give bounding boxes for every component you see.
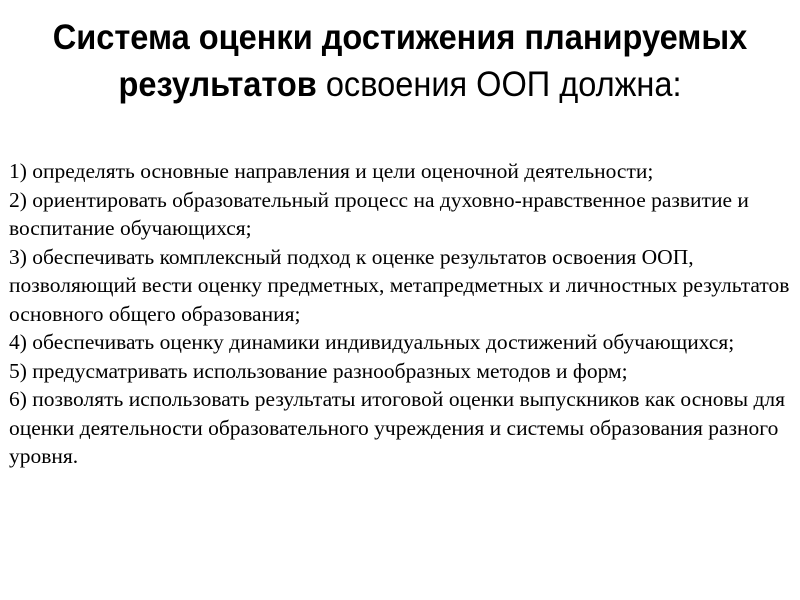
title-normal-part: освоения ООП должна:: [325, 65, 682, 104]
list-item-4: 4) обеспечивать оценку динамики индивидуальных достижений обучающихся;: [9, 330, 735, 354]
list-item-2: 2) ориентировать образовательный процесс на духовно-нравственное развитие и воспитание обучающихся;: [9, 187, 749, 240]
list-item-3: 3) обеспечивать комплексный подход к оценке результатов освоения ООП, позволяющий вести оценку предметных, метапредметных и личностных результатов основного общего образования;: [9, 244, 790, 326]
title-bold-part: Система оценки достижения планируемых результатов: [52, 18, 748, 104]
list-item-6: 6) позволять использовать результаты итоговой оценки выпускников как основы для оценки деятельности образовательного учреждения и системы образования разного уровня.: [9, 387, 786, 468]
list-item-5: 5) предусматривать использование разнообразных методов и форм;: [9, 358, 628, 383]
requirements-list: [9, 157, 799, 471]
slide-title: [28, 14, 772, 108]
list-item-1: 1) определять основные направления и цели оценочной деятельности;: [9, 159, 654, 183]
